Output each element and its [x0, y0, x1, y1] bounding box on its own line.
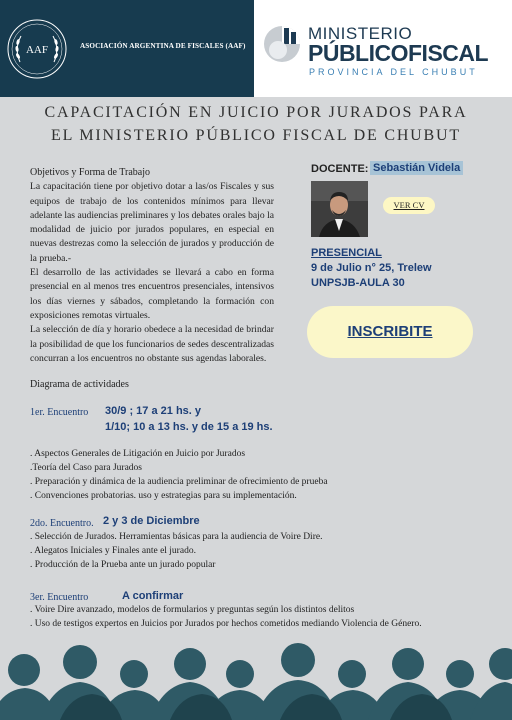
- aaf-logo: [6, 18, 68, 80]
- encounter-1-item: .Teoría del Caso para Jurados: [30, 463, 142, 473]
- encounter-2-label: 2do. Encuentro.: [30, 518, 94, 529]
- location-mode: PRESENCIAL: [311, 247, 382, 259]
- ministry-line-1: MINISTERIO: [308, 24, 413, 43]
- page-title-line-2: EL MINISTERIO PÚBLICO FISCAL DE CHUBUT: [51, 127, 461, 144]
- docente-photo: [311, 181, 368, 237]
- docente-label: DOCENTE:: [311, 163, 369, 175]
- objectives-paragraph-2: El desarrollo de las actividades se llevará a cabo en forma presencial en al menos tres encuentros presenciales, intensivos los días viernes y sábados, completando la formación con exposiciones remotas virtuales.: [30, 267, 274, 321]
- mpf-logo-icon: [262, 22, 302, 66]
- docente-name: Sebastián Videla: [370, 161, 463, 175]
- encounter-3-label: 3er. Encuentro: [30, 592, 89, 603]
- objectives-section: [30, 166, 274, 366]
- encounter-1-item: . Convenciones probatorias. uso y estrategias para su implementación.: [30, 491, 297, 501]
- encounter-3-item: . Voire Dire avanzado, modelos de formularios y preguntas según los distintos delitos: [30, 605, 355, 615]
- people-silhouettes-illustration: [0, 630, 512, 720]
- encounter-1-label: 1er. Encuentro: [30, 407, 89, 418]
- encounter-1-item: . Preparación y dinámica de la audiencia preliminar de ofrecimiento de prueba: [30, 477, 328, 487]
- encounter-3-item: . Uso de testigos expertos en Juicios por Jurados por hechos cometidos mediando Violencia de Género.: [30, 619, 422, 629]
- encounter-2-date: 2 y 3 de Diciembre: [103, 515, 200, 527]
- location-venue: UNPSJB-AULA 30: [311, 277, 405, 289]
- encounter-1-item: . Aspectos Generales de Litigación en Juicio por Jurados: [30, 449, 246, 459]
- encounter-3-date: A confirmar: [122, 590, 184, 602]
- encounter-1-date-1: 30/9 ; 17 a 21 hs. y: [105, 405, 202, 417]
- inscribite-button[interactable]: INSCRIBITE: [307, 306, 473, 358]
- ministry-line-3: PROVINCIA DEL CHUBUT: [309, 67, 478, 77]
- ministry-line-2: PÚBLICOFISCAL: [308, 40, 489, 66]
- encounter-2-item: . Alegatos Iniciales y Finales ante el jurado.: [30, 546, 196, 556]
- objectives-paragraph-1: La capacitación tiene por objetivo dotar a las/os Fiscales y sus equipos de trabajo de los contenidos mínimos para llevar adelante las audiencias preliminares y los debates orales bajo la modalidad de juicio por jurados populares, en especial en nuevas destrezas como la selección de jurados y producción de la prueba.-: [30, 181, 274, 264]
- page-title-line-1: CAPACITACIÓN EN JUICIO POR JURADOS PARA: [44, 104, 468, 121]
- encounter-2-item: . Producción de la Prueba ante un jurado popular: [30, 560, 216, 570]
- aaf-logo-text: AAF: [25, 44, 49, 56]
- objectives-heading: Objetivos y Forma de Trabajo: [30, 167, 150, 178]
- encounter-2-item: . Selección de Jurados. Herramientas básicas para la audiencia de Voire Dire.: [30, 532, 323, 542]
- encounter-1-date-2: 1/10; 10 a 13 hs. y de 15 a 19 hs.: [105, 421, 273, 433]
- location-address: 9 de Julio n° 25, Trelew: [311, 262, 432, 274]
- objectives-paragraph-3: La selección de día y horario obedece a la necesidad de brindar la posibilidad de que los funcionarios de sedes descentralizadas concurran a los encuentros no obstante sus agendas laborales.: [30, 324, 274, 364]
- org-name: ASOCIACIÓN ARGENTINA DE FISCALES (AAF): [80, 42, 246, 50]
- ver-cv-button[interactable]: VER CV: [383, 197, 435, 214]
- diagram-heading: Diagrama de actividades: [30, 379, 129, 390]
